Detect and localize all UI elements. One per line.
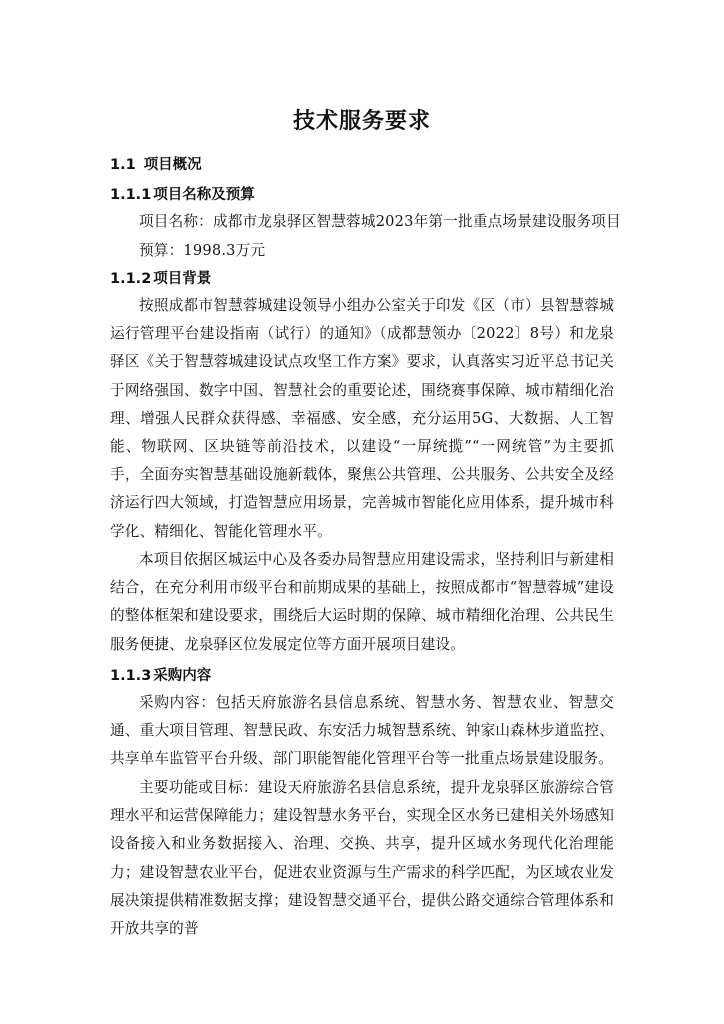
project-name-line: 项目名称：成都市龙泉驿区智慧蓉城2023年第一批重点场景建设服务项目 [139,213,621,230]
section-title: 采购内容 [153,668,212,684]
section-number: 1.1.2 [110,271,152,287]
section-number: 1.1 [110,157,136,173]
section-heading-1-1 [110,153,202,174]
section-heading-1-1-3 [110,664,211,685]
section-number: 1.1.3 [110,668,152,684]
page-title: 技术服务要求 [292,109,431,134]
budget-line: 预算：1998.3万元 [139,242,266,259]
section-number: 1.1.1 [110,187,152,203]
background-paragraph-2: 本项目依据区城运中心及各委办局智慧应用建设需求，坚持利旧与新建相结合，在充分利用市级平台和前期成果的基础上，按照成都市“智慧蓉城”建设的整体框架和建设要求，围绕后大运时期的保障、城市精细化治理、公共民生服务便捷、龙泉驿区位发展定位等方面开展项目建设。 [110,551,614,653]
section-title: 项目背景 [153,271,212,287]
procurement-paragraph-1: 采购内容：包括天府旅游名县信息系统、智慧水务、智慧农业、智慧交通、重大项目管理、智慧民政、东安活力城智慧系统、钟家山森林步道监控、共享单车监管平台升级、部门职能智能化管理平台等一批重点场景建设服务。 [110,694,614,768]
section-heading-1-1-2 [110,267,211,288]
section-heading-1-1-1 [110,183,255,204]
section-title: 项目名称及预算 [153,187,255,203]
section-title: 项目概况 [143,157,202,173]
background-paragraph-1: 按照成都市智慧蓉城建设领导小组办公室关于印发《区（市）县智慧蓉城运行管理平台建设指南（试行）的通知》（成都慧领办〔2022〕8号）和龙泉驿区《关于智慧蓉城建设试点攻坚工作方案》要求，认真落实习近平总书记关于网络强国、数字中国、智慧社会的重要论述，围绕赛事保障、城市精细化治理、增强人民群众获得感、幸福感、安全感，充分运用5G、大数据、人工智能、物联网、区块链等前沿技术，以建设“一屏统揽”“一网统管”为主要抓手，全面夯实智慧基础设施新载体，聚焦公共管理、公共服务、公共安全及经济运行四大领域，打造智慧应用场景，完善城市智能化应用体系，提升城市科学化、精细化、智能化管理水平。 [110,297,614,540]
procurement-paragraph-2: 主要功能或目标：建设天府旅游名县信息系统，提升龙泉驿区旅游综合管理水平和运营保障能力；建设智慧水务平台，实现全区水务已建相关外场感知设备接入和业务数据接入、治理、交换、共享，提升区域水务现代化治理能力；建设智慧农业平台，促进农业资源与生产需求的科学匹配，为区域农业发展决策提供精准数据支撑；建设智慧交通平台，提供公路交通综合管理体系和开放共享的普 [110,779,614,938]
